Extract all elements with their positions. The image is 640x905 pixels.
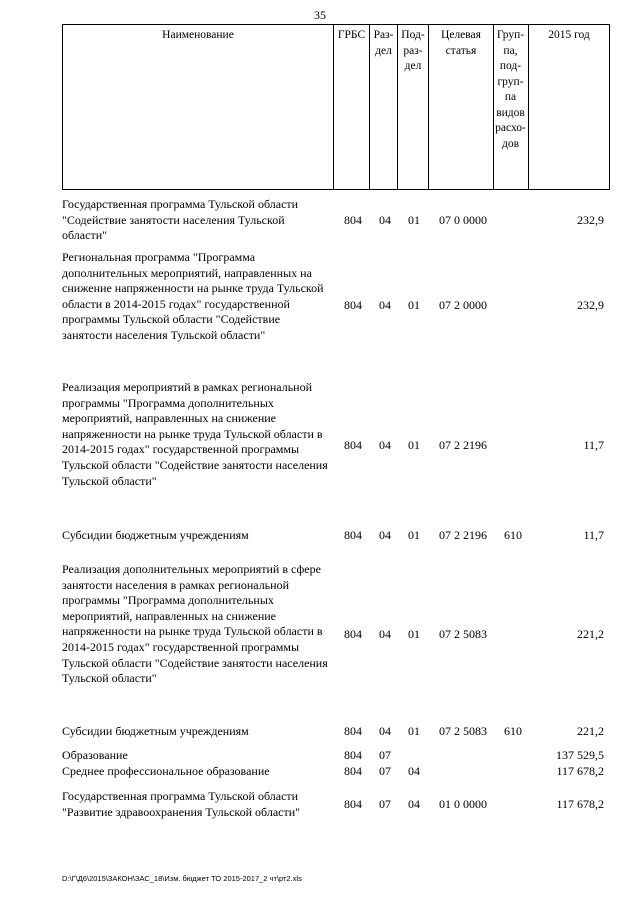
row-podrazdel: 01 [408, 627, 420, 641]
row-razdel: 04 [379, 298, 391, 312]
row-grbs: 804 [344, 748, 362, 762]
row-name: Субсидии бюджетным учреждениям [62, 724, 249, 738]
file-path-footer: D:\Г\Д6\2015\ЗАКОН\ЗАС_18\Изм. бюджет ТО 2015-2017_2 чт\рт2.xls [62, 874, 302, 883]
row-razdel: 04 [379, 438, 391, 452]
header-divider [397, 24, 398, 190]
row-sum: 11,7 [583, 438, 604, 452]
row-sum: 221,2 [577, 627, 604, 641]
header-divider [333, 24, 334, 190]
header-vid-rashodov: Груп- па, под- груп- па видов расхо- дов [495, 29, 526, 150]
row-razdel: 04 [379, 528, 391, 542]
row-podrazdel: 01 [408, 298, 420, 312]
row-razdel: 04 [379, 213, 391, 227]
row-sum: 221,2 [577, 724, 604, 738]
row-celevaya-statya: 01 0 0000 [439, 797, 487, 811]
row-grbs: 804 [344, 797, 362, 811]
header-divider [609, 24, 610, 190]
row-celevaya-statya: 07 2 2196 [439, 528, 487, 542]
row-sum: 117 678,2 [556, 797, 604, 811]
row-sum: 117 678,2 [556, 764, 604, 778]
row-vid-rashodov: 610 [504, 724, 522, 738]
row-name: Государственная программа Тульской области "Развитие здравоохранения Тульской области" [62, 789, 301, 819]
row-grbs: 804 [344, 724, 362, 738]
row-vid-rashodov: 610 [504, 528, 522, 542]
row-name: Реализация мероприятий в рамках региональной программы "Программа дополнительных мероприятий, направленных на снижение напряженности на рынке труда Тульской области в 2014-2015 годах" государственной программы Тульской области "Содействие занятости населения Тульской области" [62, 380, 328, 488]
header-divider [369, 24, 370, 190]
row-sum: 137 529,5 [556, 748, 604, 762]
header-grbs: ГРБС [337, 29, 366, 41]
header-podrazdel: Под- раз- дел [401, 29, 425, 72]
row-name: Образование [62, 748, 128, 762]
row-sum: 232,9 [577, 213, 604, 227]
header-name: Наименование [162, 29, 234, 41]
row-sum: 11,7 [583, 528, 604, 542]
row-razdel: 07 [379, 764, 391, 778]
row-grbs: 804 [344, 298, 362, 312]
row-name: Среднее профессиональное образование [62, 764, 270, 778]
row-celevaya-statya: 07 2 5083 [439, 627, 487, 641]
row-grbs: 804 [344, 528, 362, 542]
row-podrazdel: 01 [408, 438, 420, 452]
row-razdel: 07 [379, 748, 391, 762]
header-divider [428, 24, 429, 190]
row-razdel: 04 [379, 724, 391, 738]
table-header [62, 24, 610, 190]
row-razdel: 07 [379, 797, 391, 811]
row-name: Субсидии бюджетным учреждениям [62, 528, 249, 542]
row-grbs: 804 [344, 764, 362, 778]
row-razdel: 04 [379, 627, 391, 641]
row-celevaya-statya: 07 2 0000 [439, 298, 487, 312]
header-2015: 2015 год [548, 29, 590, 41]
row-name: Реализация дополнительных мероприятий в сфере занятости населения в рамках региональной программы "Программа дополнительных мероприятий, направленных на снижение напряженности на рынке труда Тульской области в 2014-2015 годах" государственной программы Тульской области "Содействие занятости населения Тульской области" [62, 562, 328, 686]
row-podrazdel: 01 [408, 724, 420, 738]
header-razdel: Раз- дел [373, 29, 394, 57]
row-podrazdel: 01 [408, 213, 420, 227]
header-divider [528, 24, 529, 190]
row-podrazdel: 04 [408, 764, 420, 778]
row-grbs: 804 [344, 438, 362, 452]
row-podrazdel: 01 [408, 528, 420, 542]
row-sum: 232,9 [577, 298, 604, 312]
row-name: Региональная программа "Программа дополнительных мероприятий, направленных на снижение напряженности на рынке труда Тульской области в 2014-2015 годах" государственной программы Тульской области "Содействие занятости населения Тульской области" [62, 250, 324, 342]
page-number: 35 [314, 8, 326, 22]
row-grbs: 804 [344, 213, 362, 227]
row-celevaya-statya: 07 2 2196 [439, 438, 487, 452]
row-grbs: 804 [344, 627, 362, 641]
header-celevaya-statya: Целевая статья [441, 29, 481, 57]
row-celevaya-statya: 07 0 0000 [439, 213, 487, 227]
row-name: Государственная программа Тульской области "Содействие занятости населения Тульской области" [62, 197, 299, 243]
row-podrazdel: 04 [408, 797, 420, 811]
row-celevaya-statya: 07 2 5083 [439, 724, 487, 738]
header-divider [62, 24, 63, 190]
